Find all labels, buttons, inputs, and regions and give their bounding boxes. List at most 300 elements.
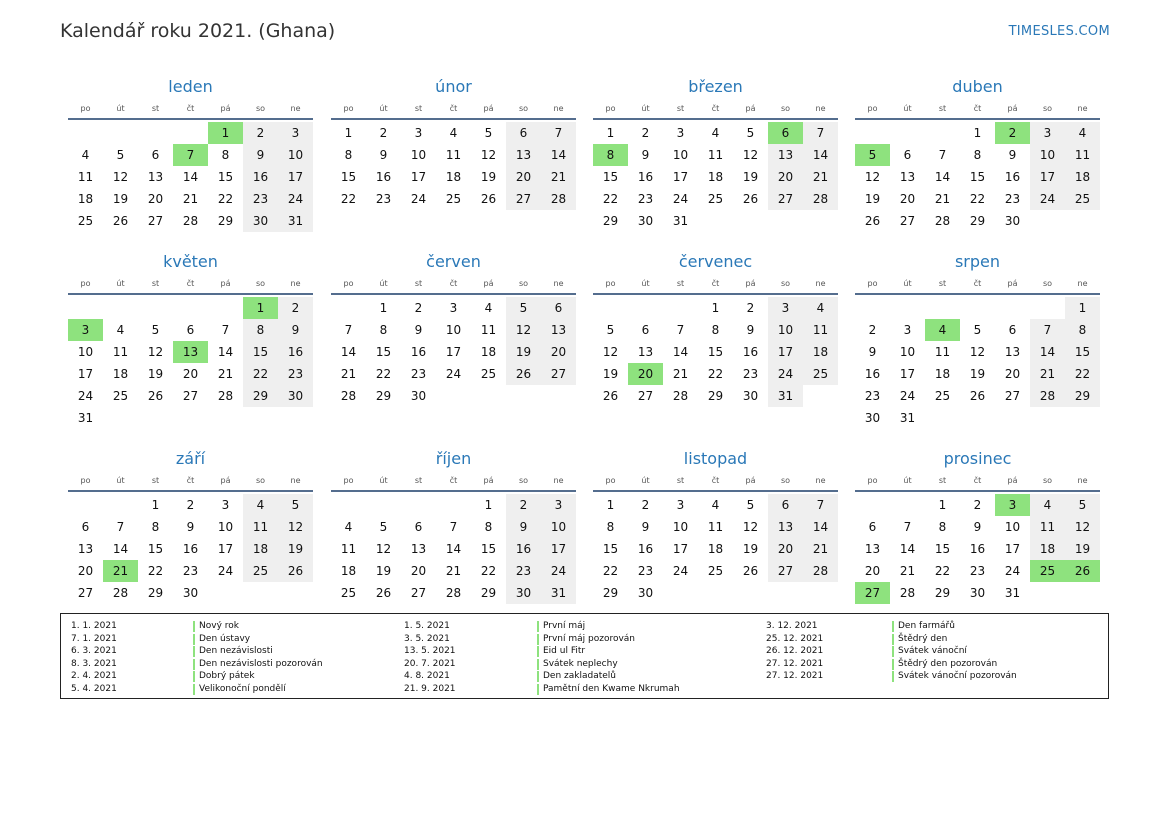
holiday-date: 7. 1. 2021 [71,633,117,644]
month-5 [68,247,313,429]
day-cell: 29 [969,214,986,228]
day-cell: 27 [77,586,94,600]
day-cell: 21 [445,564,462,578]
month-name: květen [163,252,218,271]
weekday-label: so [518,103,529,113]
month-2 [331,72,576,210]
day-cell: 1 [606,126,615,140]
weekday-label: ne [1077,103,1088,113]
day-cell: 10 [410,148,427,162]
holiday-date: 6. 3. 2021 [71,646,117,656]
day-cell: 1 [938,498,947,512]
day-cell: 9 [243,144,278,166]
day-cell: 25 [77,214,94,228]
day-cell: 24 [672,192,689,206]
day-cell: 27 [899,214,916,228]
day-cell: 8 [1065,319,1100,341]
day-cell: 19 [969,367,986,381]
day-cell: 12 [506,319,541,341]
holiday-marker [193,671,195,682]
holiday-marker [537,621,539,632]
day-cell: 7 [449,520,458,534]
day-cell: 20 [77,564,94,578]
holiday-legend [60,613,1109,699]
day-cell: 19 [1065,538,1100,560]
day-cell: 9 [186,520,195,534]
holiday-day-cell: 5 [855,144,890,166]
weekday-label: po [867,103,878,113]
holiday-day-cell: 6 [768,122,803,144]
day-cell: 13 [637,345,654,359]
day-cell: 6 [506,122,541,144]
day-cell: 26 [969,389,986,403]
day-cell: 13 [506,144,541,166]
legend-row [71,645,401,658]
day-cell: 2 [414,301,423,315]
day-cell: 18 [1065,166,1100,188]
weekday-label: čt [973,103,982,113]
weekday-label: pá [745,475,756,485]
day-cell: 24 [899,389,916,403]
day-cell: 4 [803,297,838,319]
day-grid [331,297,576,407]
weekday-header [855,98,1100,120]
day-cell: 17 [410,170,427,184]
day-cell: 15 [147,542,164,556]
day-cell: 4 [243,494,278,516]
day-cell: 11 [112,345,129,359]
day-cell: 18 [1030,538,1065,560]
weekday-header [855,273,1100,295]
day-cell: 15 [217,170,234,184]
weekday-label: ne [290,103,301,113]
day-cell: 26 [864,214,881,228]
empty-cell [208,297,243,319]
day-cell: 14 [934,170,951,184]
holiday-marker [537,684,539,695]
day-cell: 15 [480,542,497,556]
day-grid [68,494,313,604]
weekday-label: po [867,475,878,485]
holiday-name: Den farmářů [898,621,955,631]
day-cell: 28 [899,586,916,600]
holiday-date: 25. 12. 2021 [766,633,824,644]
day-cell: 1 [379,301,388,315]
holiday-name: Štědrý den pozorován [898,658,998,669]
day-cell: 23 [182,564,199,578]
weekday-label: út [903,103,912,113]
day-cell: 17 [77,367,94,381]
day-cell: 3 [1030,122,1065,144]
legend-row [766,670,1096,683]
day-cell: 26 [602,389,619,403]
day-cell: 9 [506,516,541,538]
empty-cell [103,297,138,319]
empty-cell [855,122,890,144]
month-9 [68,444,313,604]
holiday-marker [892,634,894,645]
day-cell: 3 [768,297,803,319]
day-cell: 17 [768,341,803,363]
holiday-name: Nový rok [199,621,239,631]
weekday-label: so [1042,103,1053,113]
day-cell: 30 [637,586,654,600]
day-cell: 13 [768,144,803,166]
day-cell: 7 [1030,319,1065,341]
day-cell: 4 [81,148,90,162]
weekday-label: ne [553,475,564,485]
day-cell: 7 [676,323,685,337]
brand-link[interactable]: TIMESLES.COM [1008,24,1110,39]
legend-row [71,683,401,696]
day-cell: 12 [112,170,129,184]
holiday-date: 8. 3. 2021 [71,658,117,669]
day-cell: 26 [480,192,497,206]
day-cell: 23 [637,192,654,206]
day-cell: 29 [217,214,234,228]
day-cell: 17 [899,367,916,381]
day-cell: 15 [707,345,724,359]
day-cell: 7 [344,323,353,337]
weekday-label: čt [449,278,458,288]
day-cell: 25 [480,367,497,381]
weekday-label: st [414,103,423,113]
weekday-label: ne [290,475,301,485]
day-grid [593,297,838,407]
day-cell: 24 [445,367,462,381]
day-cell: 28 [672,389,689,403]
legend-row [766,658,1096,671]
day-cell: 11 [340,542,357,556]
day-cell: 1 [973,126,982,140]
day-cell: 25 [803,363,838,385]
day-cell: 30 [637,214,654,228]
legend-row [404,645,734,658]
empty-cell [995,297,1030,319]
day-cell: 6 [81,520,90,534]
day-cell: 9 [641,148,650,162]
day-cell: 16 [637,170,654,184]
holiday-date: 21. 9. 2021 [404,683,456,694]
day-cell: 20 [182,367,199,381]
day-cell: 23 [742,367,759,381]
weekday-label: čt [449,475,458,485]
day-cell: 15 [602,542,619,556]
weekday-header [68,273,313,295]
day-cell: 14 [541,144,576,166]
day-cell: 7 [541,122,576,144]
day-cell: 29 [243,385,278,407]
holiday-marker [537,634,539,645]
holiday-name: První máj [543,621,586,631]
day-cell: 12 [1065,516,1100,538]
day-cell: 25 [445,192,462,206]
day-cell: 28 [217,389,234,403]
day-cell: 18 [934,367,951,381]
day-cell: 20 [541,341,576,363]
day-cell: 7 [903,520,912,534]
day-cell: 3 [221,498,230,512]
day-cell: 15 [602,170,619,184]
legend-column [766,620,1096,683]
day-cell: 20 [506,166,541,188]
day-cell: 11 [803,319,838,341]
day-cell: 3 [541,494,576,516]
holiday-marker [193,621,195,632]
weekday-label: čt [186,278,195,288]
day-cell: 7 [221,323,230,337]
day-cell: 16 [969,542,986,556]
month-name: březen [688,77,743,96]
day-cell: 8 [243,319,278,341]
day-cell: 5 [606,323,615,337]
day-cell: 10 [768,319,803,341]
weekday-header [593,273,838,295]
day-cell: 5 [278,494,313,516]
weekday-label: st [414,475,423,485]
day-cell: 28 [803,188,838,210]
empty-cell [401,494,436,516]
day-cell: 21 [934,192,951,206]
holiday-date: 4. 8. 2021 [404,671,450,681]
day-cell: 13 [77,542,94,556]
weekday-label: po [80,475,91,485]
day-cell: 15 [934,542,951,556]
holiday-date: 26. 12. 2021 [766,646,824,656]
weekday-label: po [343,103,354,113]
weekday-label: po [605,475,616,485]
day-cell: 3 [449,301,458,315]
day-cell: 24 [1004,564,1021,578]
day-cell: 19 [278,538,313,560]
day-cell: 19 [375,564,392,578]
weekday-label: pá [483,103,494,113]
day-cell: 12 [602,345,619,359]
month-8 [855,247,1100,429]
day-cell: 5 [484,126,493,140]
holiday-date: 3. 5. 2021 [404,633,450,644]
day-cell: 3 [903,323,912,337]
day-cell: 4 [711,126,720,140]
weekday-label: čt [711,278,720,288]
day-cell: 22 [340,192,357,206]
weekday-label: pá [483,278,494,288]
day-cell: 1 [484,498,493,512]
day-cell: 21 [340,367,357,381]
holiday-day-cell: 7 [173,144,208,166]
day-cell: 30 [182,586,199,600]
day-cell: 9 [641,520,650,534]
day-cell: 11 [707,520,724,534]
day-cell: 13 [864,542,881,556]
weekday-label: st [938,278,947,288]
day-cell: 3 [278,122,313,144]
day-cell: 18 [480,345,497,359]
day-cell: 1 [711,301,720,315]
weekday-label: so [518,278,529,288]
day-cell: 28 [340,389,357,403]
day-cell: 23 [375,192,392,206]
day-cell: 6 [641,323,650,337]
empty-cell [593,297,628,319]
weekday-label: út [116,103,125,113]
weekday-label: ne [290,278,301,288]
day-cell: 18 [803,341,838,363]
legend-column [404,620,734,695]
day-cell: 26 [147,389,164,403]
weekday-label: út [641,278,650,288]
day-cell: 31 [672,214,689,228]
day-cell: 2 [641,498,650,512]
day-cell: 8 [606,520,615,534]
day-cell: 19 [864,192,881,206]
day-cell: 12 [278,516,313,538]
weekday-label: čt [186,103,195,113]
day-cell: 13 [1004,345,1021,359]
month-name: září [175,449,206,468]
day-cell: 28 [803,560,838,582]
legend-row [404,658,734,671]
day-cell: 13 [899,170,916,184]
day-cell: 5 [746,498,755,512]
day-cell: 23 [410,367,427,381]
holiday-name: Eid ul Fitr [543,646,586,656]
weekday-label: čt [711,475,720,485]
day-cell: 22 [934,564,951,578]
weekday-label: čt [186,475,195,485]
day-cell: 14 [672,345,689,359]
weekday-label: so [1042,475,1053,485]
weekday-label: st [676,475,685,485]
day-cell: 10 [541,516,576,538]
day-cell: 9 [414,323,423,337]
holiday-date: 20. 7. 2021 [404,658,456,669]
day-cell: 18 [445,170,462,184]
holiday-date: 5. 4. 2021 [71,683,117,694]
weekday-label: čt [973,278,982,288]
day-cell: 12 [375,542,392,556]
day-cell: 27 [410,586,427,600]
weekday-label: st [938,103,947,113]
day-cell: 16 [506,538,541,560]
day-cell: 31 [1004,586,1021,600]
holiday-day-cell: 4 [925,319,960,341]
month-12 [855,444,1100,604]
weekday-header [68,98,313,120]
empty-cell [103,122,138,144]
day-cell: 31 [899,411,916,425]
weekday-label: so [518,475,529,485]
weekday-header [593,470,838,492]
weekday-label: st [676,278,685,288]
day-cell: 17 [217,542,234,556]
day-cell: 20 [768,166,803,188]
holiday-marker [193,634,195,645]
day-cell: 31 [541,582,576,604]
holiday-day-cell: 1 [208,122,243,144]
day-cell: 27 [541,363,576,385]
day-cell: 25 [243,560,278,582]
day-cell: 11 [77,170,94,184]
day-cell: 17 [445,345,462,359]
legend-row [766,633,1096,646]
day-cell: 21 [217,367,234,381]
day-cell: 17 [672,170,689,184]
holiday-day-cell: 1 [243,297,278,319]
month-name: únor [435,77,472,96]
day-cell: 14 [803,144,838,166]
day-cell: 22 [602,564,619,578]
weekday-label: čt [449,103,458,113]
day-cell: 25 [707,192,724,206]
day-cell: 22 [217,192,234,206]
day-cell: 6 [768,494,803,516]
day-grid [855,494,1100,604]
holiday-name: Svátek vánoční [898,646,967,656]
day-cell: 21 [672,367,689,381]
day-cell: 11 [1065,144,1100,166]
legend-row [404,620,734,633]
day-cell: 27 [768,560,803,582]
legend-row [766,620,1096,633]
day-cell: 25 [934,389,951,403]
holiday-marker [537,646,539,657]
day-cell: 15 [375,345,392,359]
day-cell: 6 [541,297,576,319]
holiday-name: Pamětní den Kwame Nkrumah [543,683,680,694]
day-cell: 8 [711,323,720,337]
day-cell: 6 [1008,323,1017,337]
day-cell: 22 [375,367,392,381]
month-10 [331,444,576,604]
holiday-marker [892,659,894,670]
day-cell: 25 [1065,188,1100,210]
holiday-name: Den ústavy [199,633,251,644]
day-cell: 29 [1065,385,1100,407]
month-name: červen [426,252,481,271]
holiday-day-cell: 21 [103,560,138,582]
day-cell: 11 [934,345,951,359]
day-cell: 2 [243,122,278,144]
day-cell: 7 [803,122,838,144]
day-cell: 29 [707,389,724,403]
holiday-name: Den zakladatelů [543,671,616,681]
day-cell: 28 [182,214,199,228]
month-4 [855,72,1100,232]
day-cell: 9 [379,148,388,162]
day-cell: 22 [1065,363,1100,385]
empty-cell [890,122,925,144]
weekday-label: st [676,103,685,113]
day-cell: 22 [707,367,724,381]
day-cell: 16 [182,542,199,556]
month-name: leden [168,77,213,96]
weekday-label: po [343,278,354,288]
day-cell: 27 [1004,389,1021,403]
weekday-label: út [641,475,650,485]
holiday-name: Velikonoční pondělí [199,683,286,694]
weekday-label: út [641,103,650,113]
weekday-label: pá [483,475,494,485]
month-6 [331,247,576,407]
day-cell: 20 [1004,367,1021,381]
weekday-label: pá [1007,278,1018,288]
day-cell: 31 [768,385,803,407]
day-cell: 10 [445,323,462,337]
day-cell: 29 [480,586,497,600]
weekday-label: so [255,103,266,113]
day-cell: 14 [182,170,199,184]
